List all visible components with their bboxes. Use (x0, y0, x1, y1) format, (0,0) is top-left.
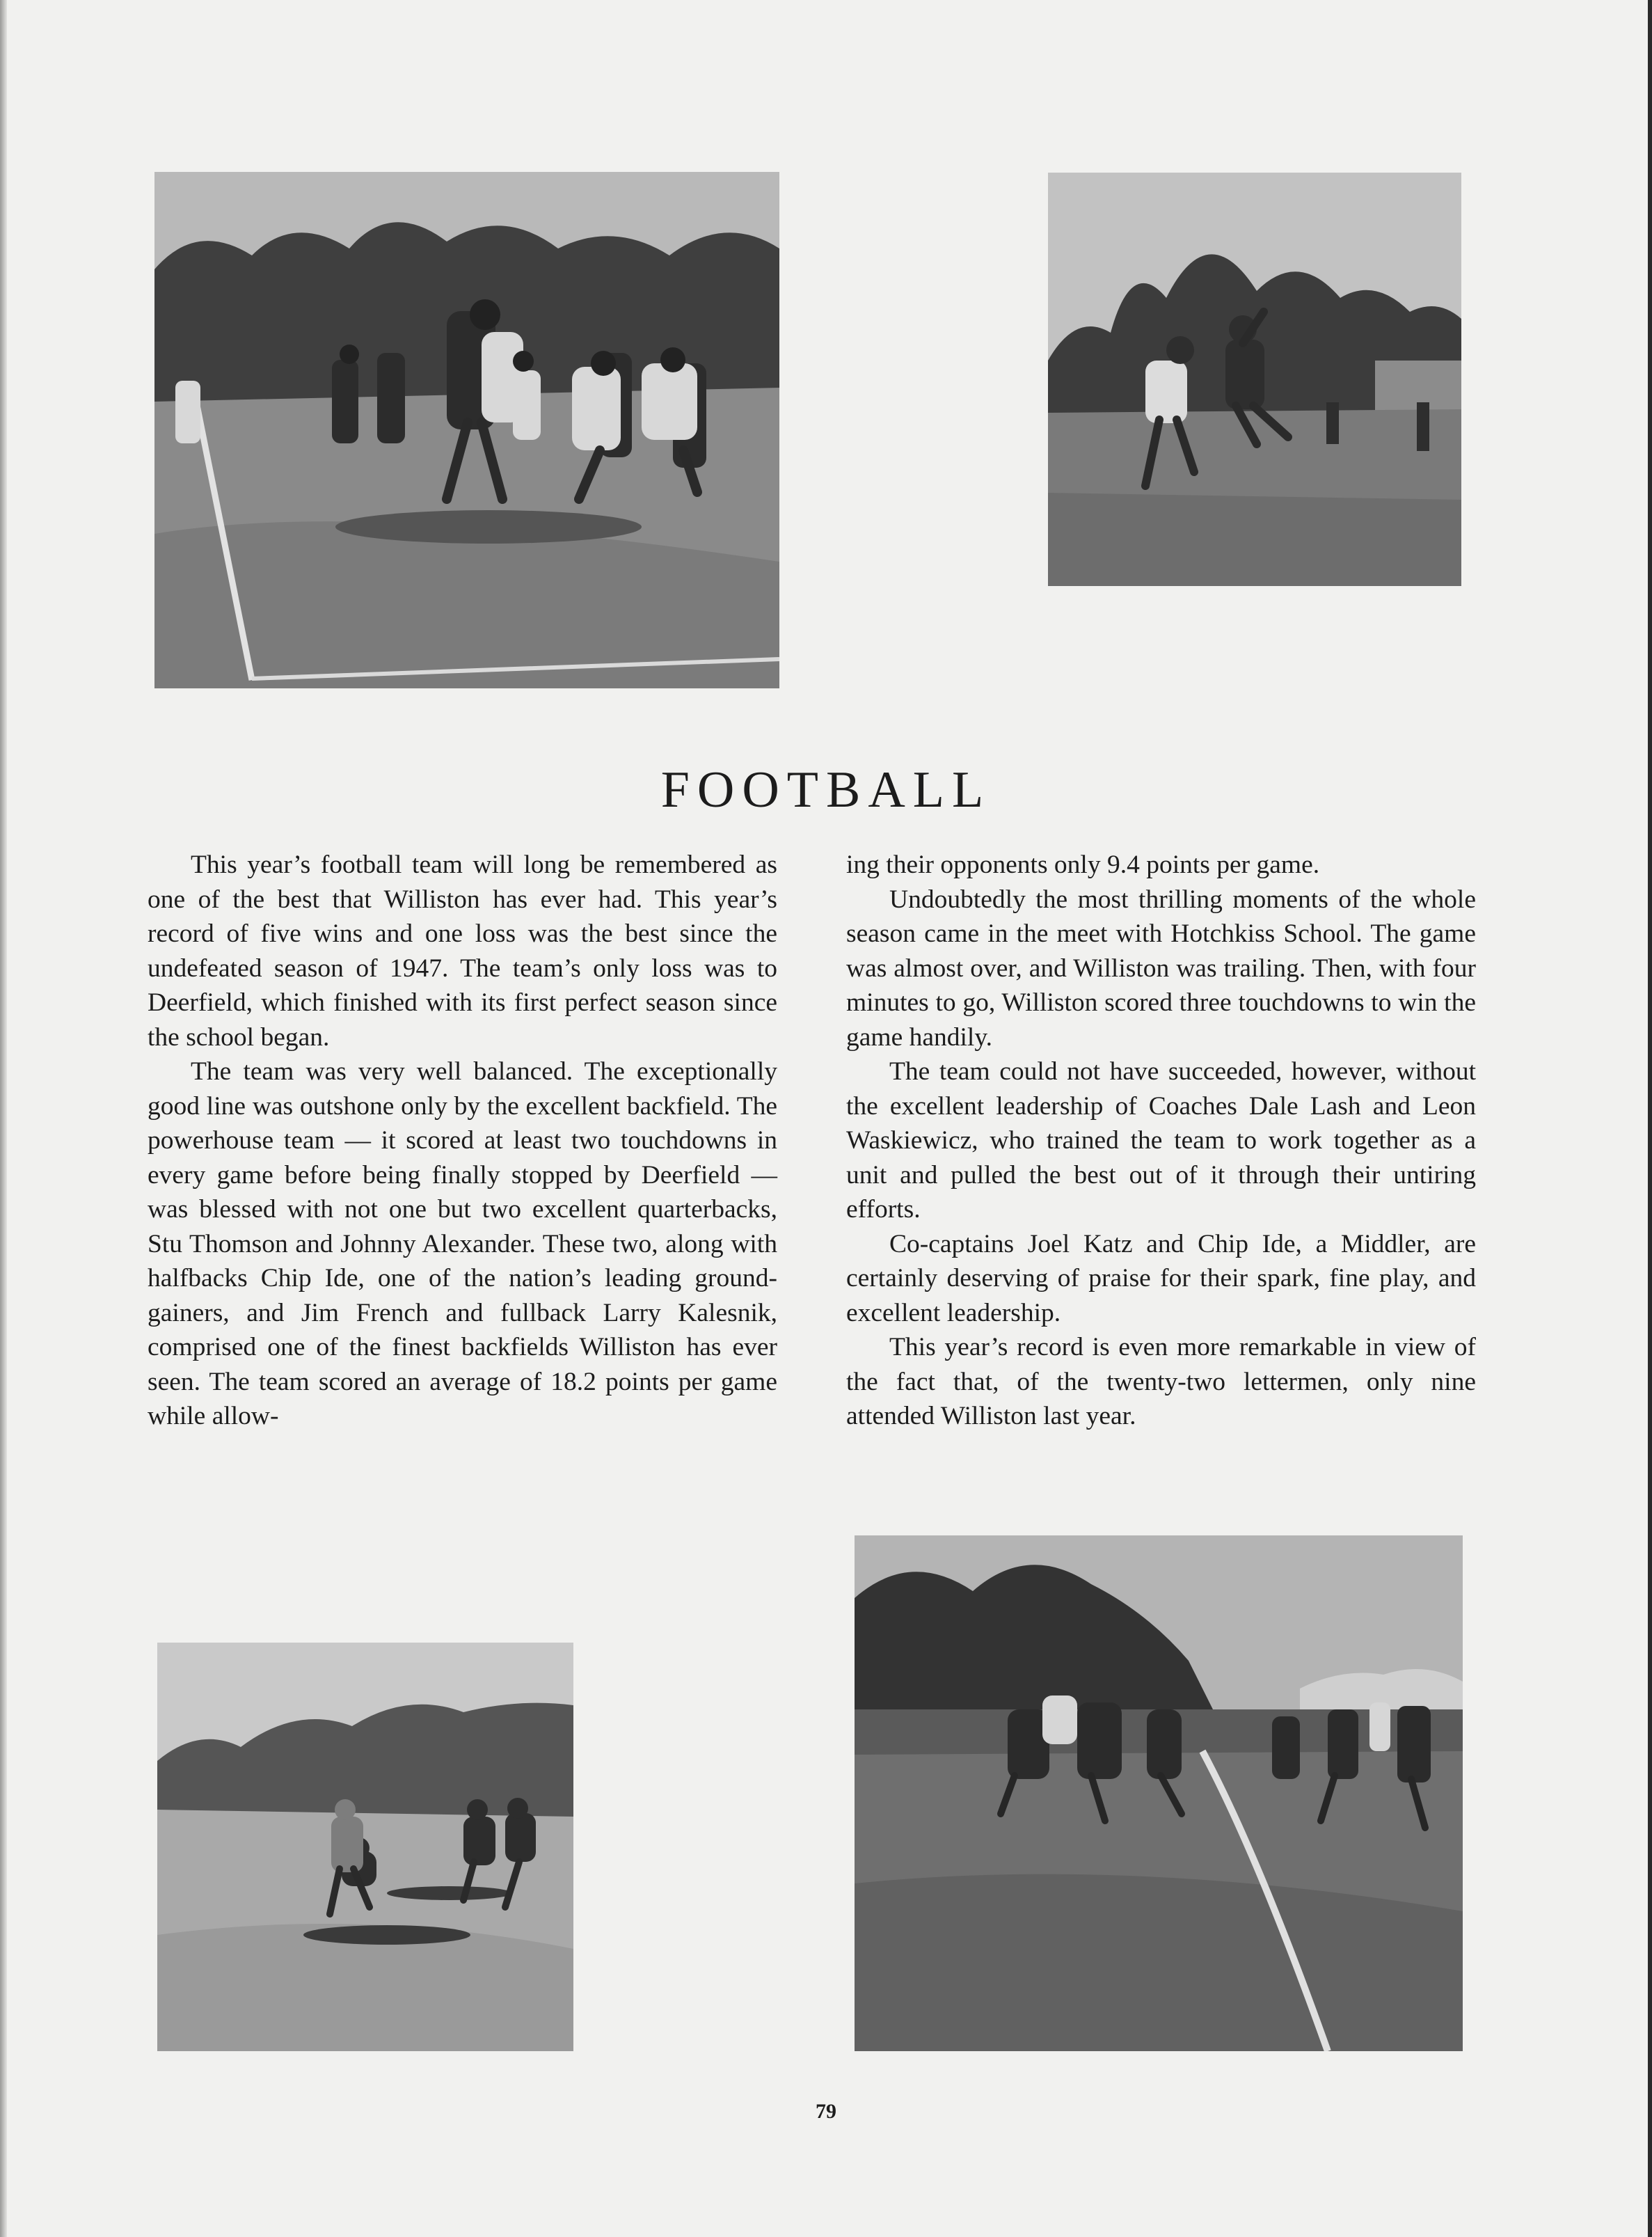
paragraph: The team was very well balanced. The exceptionally good line was outshone only by the excellent backfield. The powerhouse team — it scored at least two touchdowns in every game before being finally stopped by Deerfield — was blessed with not one but two excellent quarterbacks, Stu Thomson and Johnny Alexander. These two, along with halfbacks Chip Ide, one of the nation’s leading ground-gainers, and Jim French and fullback Larry Kalesnik, comprised one of the finest backfields Williston has ever seen. The team scored an average of 18.2 points per game while allow- (148, 1057, 777, 1430)
football-photo-open-field-run (157, 1643, 573, 2051)
page-edge-right (1648, 0, 1652, 2237)
paragraph: Undoubtedly the most thrilling moments of the whole season came in the meet with Hotchkiss School. The game was almost over, and Williston was trailing. Then, with four minutes to go, Williston scored three touchdowns to win the game handily. (846, 885, 1476, 1052)
page-edge-left (0, 0, 7, 2237)
football-photo-line-play (855, 1535, 1463, 2051)
paragraph: This year’s football team will long be remembered as one of the best that Williston has ever had. This year’s record of five wins and one loss was the best since the undefeated season of 1947. The team’s only loss was to Deerfield, which finished with its first perfect season since the school began. (148, 851, 777, 1052)
football-photo-leaping-players (1048, 173, 1461, 586)
article-title: FOOTBALL (660, 761, 992, 819)
article-column-right (846, 848, 1476, 1434)
paragraph: Co-captains Joel Katz and Chip Ide, a Middler, are certainly deserving of praise for their spark, fine play, and excellent leadership. (846, 1229, 1476, 1327)
paragraph: This year’s record is even more remarkable in view of the fact that, of the twenty-two lettermen, only nine attended Williston last year. (846, 1333, 1476, 1430)
paragraph: The team could not have succeeded, however, without the excellent leadership of Coaches Dale Lash and Leon Waskiewicz, who trained the team to work together as a unit and pulled the best out of it through their untiring efforts. (846, 1057, 1476, 1224)
football-photo-ball-carrier (154, 172, 779, 688)
page-number: 79 (816, 2100, 836, 2123)
paragraph-continuation: ing their opponents only 9.4 points per game. (846, 851, 1320, 879)
article-column-left (148, 848, 777, 1434)
